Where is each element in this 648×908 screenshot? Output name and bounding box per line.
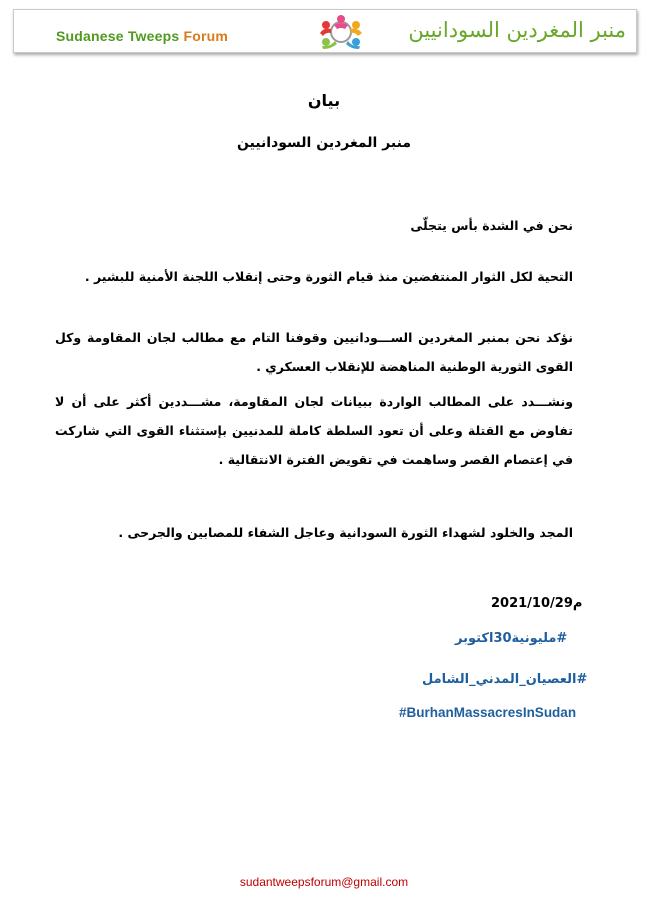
forum-name-word-tweeps: Tweeps: [127, 28, 180, 44]
statement-title: بيان: [307, 91, 341, 110]
forum-name-word-forum: Forum: [183, 28, 229, 44]
hashtag-burhan-massacres[interactable]: #BurhanMassacresInSudan: [399, 705, 577, 720]
contact-email[interactable]: sudantweepsforum@gmail.com: [239, 875, 409, 889]
demands-paragraph: ونشـــدد على المطالب الواردة ببيانات لجان المقاومة، مشـــددين أكثر على أن لا تفاوض مع القتلة وعلى أن تعود السلطة كاملة للمدنيين بإستثناء القوى التي شاركت في إعتصام القصر وساهمت في تقويض الفترة الانتقالية .: [55, 394, 573, 467]
header-banner: [13, 9, 637, 53]
greeting-paragraph: التحية لكل الثوار المنتفضين منذ قيام الثورة وحتى إنقلاب اللجنة الأمنية للبشير .: [84, 269, 573, 284]
statement-date: 2021/10/29م: [491, 596, 583, 611]
opening-line: نحن في الشدة بأس يتجلّى: [410, 218, 573, 233]
forum-name-arabic: منبر المغردين السودانيين: [408, 18, 626, 42]
closing-paragraph: المجد والخلود لشهداء الثورة السودانية وعاجل الشفاء للمصابين والجرحى .: [118, 525, 573, 540]
forum-name-word-sudanese: Sudanese: [56, 28, 124, 44]
people-circle-logo-icon: [310, 15, 372, 49]
hashtag-million-march[interactable]: #مليونية30اكتوبر: [455, 631, 568, 646]
statement-subtitle: منبر المغردين السودانيين: [237, 135, 411, 151]
hashtag-civil-disobedience[interactable]: #العصيان_المدني_الشامل: [422, 672, 588, 687]
support-paragraph: نؤكد نحن بمنبر المغردين الســـودانيين وقوفنا التام مع مطالب لجان المقاومة وكل القوى الثورية الوطنية المناهضة للإنقلاب العسكري .: [55, 330, 573, 374]
forum-name-english: [56, 28, 228, 44]
